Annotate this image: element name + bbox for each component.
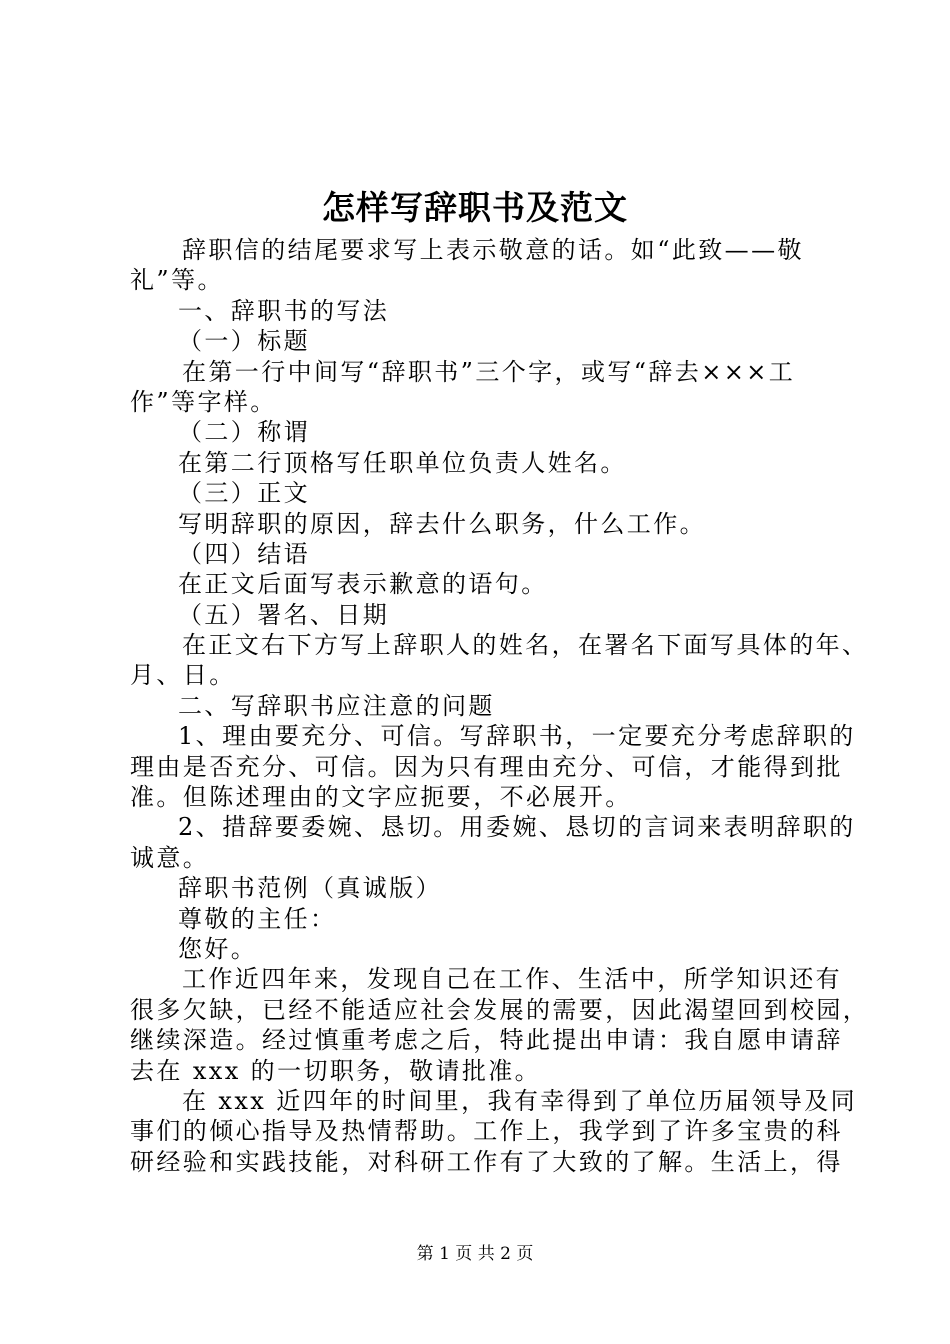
body-line: 在正文右下方写上辞职人的姓名，在署名下面写具体的年、 xyxy=(182,631,869,660)
page-footer: 第 1 页 共 2 页 xyxy=(416,1244,534,1264)
body-line: （四）结语 xyxy=(178,539,310,568)
body-line: 理由是否充分、可信。因为只有理由充分、可信，才能得到批 xyxy=(130,752,843,781)
body-line: 一、辞职书的写法 xyxy=(178,296,390,325)
body-line: 在第一行中间写“辞职书”三个字，或写“辞去×××工 xyxy=(182,357,796,386)
body-line: 月、日。 xyxy=(130,661,236,690)
body-line: 诚意。 xyxy=(130,843,210,872)
body-line: 很多欠缺，已经不能适应社会发展的需要，因此渴望回到校园， xyxy=(130,995,870,1024)
body-line: 礼”等。 xyxy=(130,266,224,295)
body-line: （五）署名、日期 xyxy=(178,600,390,629)
body-line: 工作近四年来，发现自己在工作、生活中，所学知识还有 xyxy=(182,965,842,994)
body-line: 准。但陈述理由的文字应扼要，不必展开。 xyxy=(130,783,632,812)
body-line: （二）称谓 xyxy=(178,418,310,447)
body-line: 您好。 xyxy=(178,934,258,963)
body-line: 二、写辞职书应注意的问题 xyxy=(178,691,495,720)
body-line: （一）标题 xyxy=(178,327,310,356)
body-line: 在第二行顶格写任职单位负责人姓名。 xyxy=(178,448,627,477)
body-line: 研经验和实践技能，对科研工作有了大致的了解。生活上，得 xyxy=(130,1147,843,1176)
body-line: 2、措辞要委婉、恳切。用委婉、恳切的言词来表明辞职的 xyxy=(178,813,856,842)
body-line: 在 xxx 近四年的时间里，我有幸得到了单位历届领导及同 xyxy=(182,1086,858,1115)
body-line: 去在 xxx 的一切职务，敬请批准。 xyxy=(130,1056,542,1085)
document-body xyxy=(130,235,870,1177)
body-line: （三）正文 xyxy=(178,479,310,508)
body-line: 写明辞职的原因，辞去什么职务，什么工作。 xyxy=(178,509,706,538)
body-line: 尊敬的主任： xyxy=(178,904,337,933)
body-line: 在正文后面写表示歉意的语句。 xyxy=(178,570,548,599)
document-title: 怎样写辞职书及范文 xyxy=(322,188,628,227)
body-line: 1、理由要充分、可信。写辞职书，一定要充分考虑辞职的 xyxy=(178,722,856,751)
body-line: 事们的倾心指导及热情帮助。工作上，我学到了许多宝贵的科 xyxy=(130,1117,843,1146)
body-line: 辞职信的结尾要求写上表示敬意的话。如“此致——敬 xyxy=(182,236,804,264)
body-line: 作”等字样。 xyxy=(130,387,277,416)
body-line: 继续深造。经过慎重考虑之后，特此提出申请：我自愿申请辞 xyxy=(130,1026,843,1055)
body-line: 辞职书范例（真诚版） xyxy=(178,874,442,903)
